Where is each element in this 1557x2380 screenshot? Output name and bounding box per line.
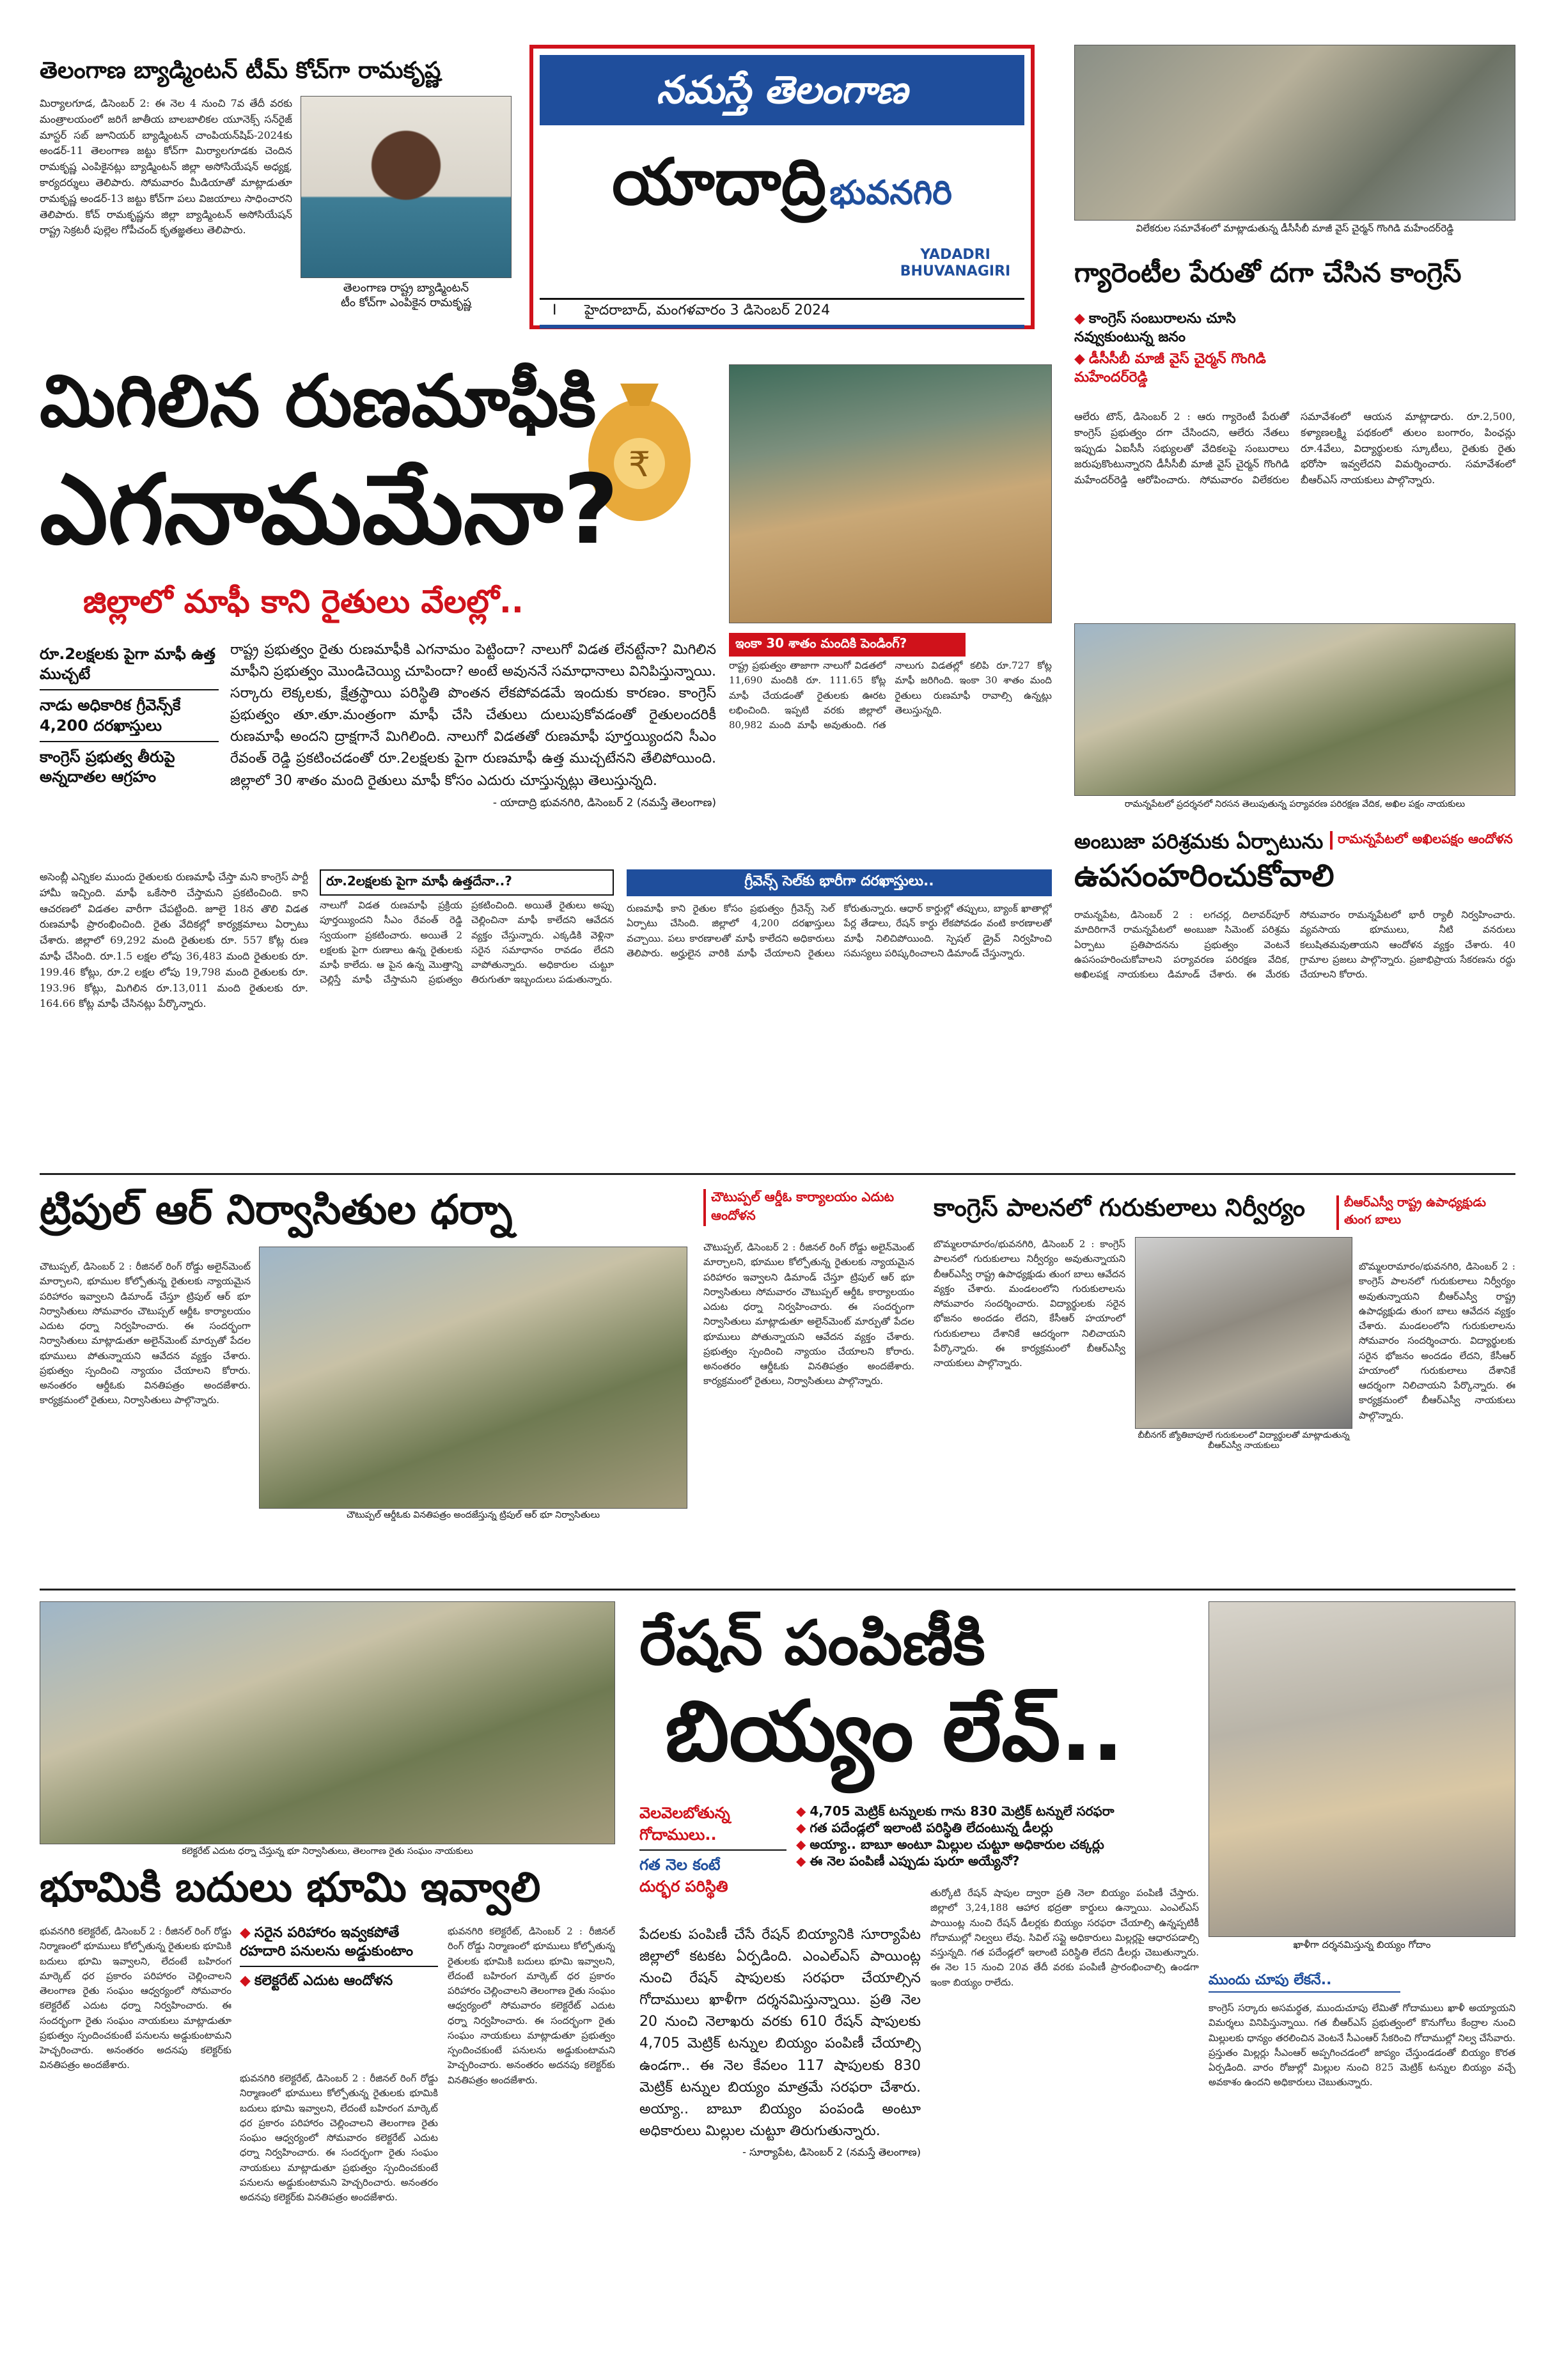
guarantees-photo bbox=[1074, 45, 1515, 221]
ambuja-headline-line-1: అంబుజా పరిశ్రమకు ఏర్పాటును bbox=[1074, 829, 1324, 853]
rrr-body: చౌటుప్పల్‌, డిసెంబర్‌ 2 : రీజినల్‌ రింగ్‌ రోడ్డు అలైన్‌మెంట్‌ మార్చాలని, భూముల కోల్పోతున్న రైతులకు న్యాయమైన పరిహారం ఇవ్వాలని డిమాండ్‌ చేస్తూ ట్రిపుల్‌ ఆర్‌ భూ నిర్వాసితులు సోమవారం చౌటుప్పల్‌ ఆర్డీఓ కార్యాలయం ఎదుట ధర్నా నిర్వహించారు. ఈ సందర్భంగా నిర్వాసితులు మాట్లాడుతూ అలైన్‌మెంట్‌ మార్పుతో పేదల భూములు పోతున్నాయని ఆవేదన వ్యక్తం చేశారు. ప్రభుత్వం స్పందించి న్యాయం చేయాలని కోరారు. అనంతరం ఆర్డీఓకు వినతిపత్రం అందజేశారు. కార్యక్రమంలో రైతులు, నిర్వాసితులు పాల్గొన్నారు. bbox=[40, 1261, 251, 1406]
badminton-headline: తెలంగాణ బ్యాడ్మింటన్‌ టీమ్‌ కోచ్‌గా రామకృష్ణ bbox=[40, 58, 441, 84]
issue-number: I bbox=[552, 302, 557, 318]
loan-col-mid: నాలుగో విడత రుణమాఫీ ప్రక్రియ పూర్తయ్యిందని సీఎం రేవంత్‌ రెడ్డి స్వయంగా ప్రకటించారు. అయితే 2 లక్షలకు పైగా రుణాలు ఉన్న రైతులకు మాఫీ కాలేదు. ఆ పైన ఉన్న మొత్తాన్ని చెల్లిస్తే మాఫీ చేస్తామని ప్రభుత్వం ప్రకటించింది. అయితే రైతులు అప్పు చెల్లించినా మాఫీ కాలేదని ఆవేదన వ్యక్తం చేస్తున్నారు. ఎక్కడికి వెళ్లినా సరైన సమాధానం రావడం లేదని వాపోతున్నారు. అధికారుల చుట్టూ తిరుగుతూ ఇబ్బందులు పడుతున్నారు. bbox=[320, 899, 614, 986]
divider bbox=[40, 1589, 1515, 1591]
ration-side-line: గోదాములు.. bbox=[639, 1824, 786, 1851]
land-bullets bbox=[240, 1924, 438, 1991]
gurukul-body-2 bbox=[1359, 1259, 1515, 1579]
loan-side-box bbox=[40, 639, 219, 792]
loan-lead-text: రాష్ట్ర ప్రభుత్వం రైతు రుణమాఫీకి ఎగనామం పెట్టిందా? నాలుగో విడత లేనట్టేనా? మిగిలిన మాఫీని ప్రభుత్వం మొండిచెయ్యి చూపిందా? అంటే అవుననే సమాధానాలు వినిపిస్తున్నాయి. సర్కారు లెక్కలకు, క్షేత్రస్థాయి పరిస్థితి పొంతన లేకపోవడమే ఇందుకు కారణం. కాంగ్రెస్‌ ప్రభుత్వం తూ.తూ.మంత్రంగా మాఫీ చేసి చేతులు దులుపుకోవడంతో రైతులందరికీ రుణమాఫీ అందని ద్రాక్షగానే మిగిలింది. నాలుగో విడతతో రుణమాఫీ పూర్తయ్యిందని సీఎం రేవంత్‌ రెడ్డి ప్రకటించడంతో రూ.2లక్షలకు పైగా రుణమాఫీ ఉత్త ముచ్చటేనని తేలిపోయింది. జిల్లాలో 30 శాతం మంది రైతులు మాఫీ కోసం ఎదురు చూస్తున్నట్లు తెలుస్తున్నది. bbox=[230, 642, 716, 789]
ration-col-mid: తుర్కోటి రేషన్‌ షాపుల ద్వారా ప్రతి నెలా బియ్యం పంపిణీ చేస్తారు. జిల్లాలో 3,24,188 ఆహార భద్రతా కార్డులు ఉన్నాయి. ఎంఎల్‌ఎస్‌ పాయింట్ల నుంచి రేషన్‌ డీలర్లకు బియ్యం సరఫరా చేయాల్సి ఉన్నప్పటికీ గోదాముల్లో నిల్వలు లేవు. సివిల్‌ సప్లై అధికారులు మిల్లర్లపై ఆధారపడాల్సి వస్తున్నది. గత పదేండ్లలో ఇలాంటి పరిస్థితి లేదని డీలర్లు చెబుతున్నారు. ఈ నెల 15 నుంచి 20వ తేదీ వరకు పంపిణీ ప్రారంభించాల్సి ఉండగా ఇంకా బియ్యం రాలేదు. bbox=[930, 1887, 1199, 1988]
land-body: భువనగిరి కలెక్టరేట్‌, డిసెంబర్‌ 2 : రీజినల్‌ రింగ్‌ రోడ్డు నిర్మాణంలో భూములు కోల్పోతున్న రైతులకు భూమికి బదులు భూమి ఇవ్వాలని, లేదంటే బహిరంగ మార్కెట్‌ ధర ప్రకారం పరిహారం చెల్లించాలని తెలంగాణ రైతు సంఘం ఆధ్వర్యంలో సోమవారం కలెక్టరేట్‌ ఎదుట ధర్నా నిర్వహించారు. ఈ సందర్భంగా రైతు సంఘం నాయకులు మాట్లాడుతూ ప్రభుత్వం స్పందించకుంటే పనులను అడ్డుకుంటామని హెచ్చరించారు. అనంతరం అదనపు కలెక్టర్‌కు వినతిపత్రం అందజేశారు. bbox=[40, 1925, 231, 2071]
rrr-headline: ట్రిపుల్‌ ఆర్‌ నిర్వాసితుల ధర్నా bbox=[40, 1186, 513, 1234]
ration-headline-line-2: బియ్యం లేవ్‌.. bbox=[665, 1683, 1124, 1780]
loan-inset-tag: ఇంకా 30 శాతం మందికి పెండింగ్‌? bbox=[729, 633, 966, 657]
rrr-body-continued: చౌటుప్పల్‌, డిసెంబర్‌ 2 : రీజినల్‌ రింగ్‌ రోడ్డు అలైన్‌మెంట్‌ మార్చాలని, భూముల కోల్పోతున్న రైతులకు న్యాయమైన పరిహారం ఇవ్వాలని డిమాండ్‌ చేస్తూ ట్రిపుల్‌ ఆర్‌ భూ నిర్వాసితులు సోమవారం చౌటుప్పల్‌ ఆర్డీఓ కార్యాలయం ఎదుట ధర్నా నిర్వహించారు. ఈ సందర్భంగా నిర్వాసితులు మాట్లాడుతూ అలైన్‌మెంట్‌ మార్పుతో పేదల భూములు పోతున్నాయని ఆవేదన వ్యక్తం చేశారు. ప్రభుత్వం స్పందించి న్యాయం చేయాలని కోరారు. అనంతరం ఆర్డీఓకు వినతిపత్రం అందజేశారు. కార్యక్రమంలో రైతులు, నిర్వాసితులు పాల్గొన్నారు. bbox=[703, 1241, 914, 1387]
guarantees-body: ఆలేరు టౌన్‌, డిసెంబర్‌ 2 : ఆరు గ్యారెంటీ పేరుతో కాంగ్రెస్‌ ప్రభుత్వం దగా చేసిందని, ఆలేరు నేతలు ఇప్పుడు ఏఐసీసీ సభ్యులతో వేదికలపై సంబురాలు జరుపుకొంటున్నారని డీసీసీబీ మాజీ వైస్‌ చైర్మన్‌ గొంగిడి మహేందర్‌రెడ్డి ఆరోపించారు. సోమవారం విలేకరుల సమావేశంలో ఆయన మాట్లాడారు. రూ.2,500, కళ్యాణలక్ష్మి పథకంలో తులం బంగారం, పింఛన్లు రూ.4వేలు, విద్యార్థులకు స్కూటీలు, రైతుకు రైతు భరోసా ఇవ్వలేదని విమర్శించారు. సమావేశంలో బీఆర్‌ఎస్‌ నాయకులు పాల్గొన్నారు. bbox=[1074, 410, 1515, 486]
ration-headline-line-1: రేషన్‌ పంపిణీకి bbox=[639, 1607, 985, 1679]
guarantees-bullet-text: డీసీసీబీ మాజీ వైస్‌ చైర్మన్‌ గొంగిడి మహేందర్‌రెడ్డి bbox=[1074, 351, 1266, 385]
ration-side-line: దుర్భర పరిస్థితి bbox=[639, 1877, 728, 1895]
gurukul-headline: కాంగ్రెస్‌ పాలనలో గురుకులాలు నిర్వీర్యం bbox=[934, 1194, 1306, 1222]
guarantees-bullets bbox=[1074, 310, 1292, 387]
ration-col-right: కాంగ్రెస్‌ సర్కారు అసమర్థత, ముందుచూపు లేమితో గోదాములు ఖాళీ అయ్యాయని విమర్శలు వినిపిస్తున్నాయి. గత బీఆర్‌ఎస్‌ ప్రభుత్వంలో కొనుగోలు కేంద్రాల నుంచి మిల్లులకు ధాన్యం తరలించిన వెంటనే సీఎంఆర్‌ సేకరించి గోదాముల్లో నిల్వ చేసేవారు. ప్రస్తుతం మిల్లర్లు సీఎంఆర్‌ అప్పగించడంలో జాప్యం చేస్తుండడంతో బియ్యం కొరత ఏర్పడింది. వారం రోజుల్లో మిల్లుల నుంచి 825 మెట్రిక్‌ టన్నుల బియ్యం వచ్చే అవకాశం ఉందని అధికారులు చెబుతున్నారు. bbox=[1209, 2002, 1515, 2088]
english-edition-line-1: YADADRI bbox=[920, 247, 990, 263]
land-body-continued: భువనగిరి కలెక్టరేట్‌, డిసెంబర్‌ 2 : రీజినల్‌ రింగ్‌ రోడ్డు నిర్మాణంలో భూములు కోల్పోతున్న రైతులకు భూమికి బదులు భూమి ఇవ్వాలని, లేదంటే బహిరంగ మార్కెట్‌ ధర ప్రకారం పరిహారం చెల్లించాలని తెలంగాణ రైతు సంఘం ఆధ్వర్యంలో సోమవారం కలెక్టరేట్‌ ఎదుట ధర్నా నిర్వహించారు. ఈ సందర్భంగా రైతు సంఘం నాయకులు మాట్లాడుతూ ప్రభుత్వం స్పందించకుంటే పనులను అడ్డుకుంటామని హెచ్చరించారు. అనంతరం అదనపు కలెక్టర్‌కు వినతిపత్రం అందజేశారు. bbox=[448, 1925, 615, 2086]
loan-side-item: కాంగ్రెస్‌ ప్రభుత్వ తీరుపై అన్నదాతల ఆగ్రహం bbox=[40, 747, 175, 786]
ration-lead bbox=[639, 1924, 921, 2346]
ration-bullet-text: 4,705 మెట్రిక్‌ టన్నులకు గాను 830 మెట్రిక్‌ టన్నులే సరఫరా bbox=[810, 1803, 1115, 1819]
land-protest-photo bbox=[40, 1601, 615, 1844]
land-body-continued: భువనగిరి కలెక్టరేట్‌, డిసెంబర్‌ 2 : రీజినల్‌ రింగ్‌ రోడ్డు నిర్మాణంలో భూములు కోల్పోతున్న రైతులకు భూమికి బదులు భూమి ఇవ్వాలని, లేదంటే బహిరంగ మార్కెట్‌ ధర ప్రకారం పరిహారం చెల్లించాలని తెలంగాణ రైతు సంఘం ఆధ్వర్యంలో సోమవారం కలెక్టరేట్‌ ఎదుట ధర్నా నిర్వహించారు. ఈ సందర్భంగా రైతు సంఘం నాయకులు మాట్లాడుతూ ప్రభుత్వం స్పందించకుంటే పనులను అడ్డుకుంటామని హెచ్చరించారు. అనంతరం అదనపు కలెక్టర్‌కు వినతిపత్రం అందజేశారు. bbox=[240, 2073, 438, 2203]
loan-col-left: అసెంబ్లీ ఎన్నికల ముందు రైతులకు రుణమాఫీ చేస్తా మని కాంగ్రెస్‌ పార్టీ హామీ ఇచ్చింది. మాఫీ ఒకేసారి చేస్తామని ప్రకటించింది. కాని ఆచరణలో విడతల వారీగా చేపట్టింది. జూలై 18న తొలి విడత రుణమాఫీ ప్రారంభించింది. రైతు వేదికల్లో కార్యక్రమాలు ఏర్పాటు చేశారు. జిల్లాలో 69,292 మంది రైతులకు రూ. 557 కోట్ల రుణ మాఫీ చేసింది. రూ.1.5 లక్షల లోపు 36,483 మంది రైతులకు రూ. 199.46 కోట్లు, రూ.2 లక్షల లోపు 19,798 మంది రైతులకు రూ. 193.96 కోట్లు, మిగిలిన రూ.13,011 మంది రైతులకు రూ. 164.66 కోట్ల మాఫీ చేసినట్లు పేర్కొన్నారు. bbox=[40, 871, 308, 1010]
land-photo-caption: కలెక్టరేట్‌ ఎదుట ధర్నా చేస్తున్న భూ నిర్వాసితులు, తెలంగాణ రైతు సంఘం నాయకులు bbox=[182, 1846, 473, 1856]
ration-side-line: గత నెల కంటే bbox=[639, 1856, 721, 1874]
loan-lead bbox=[230, 639, 716, 860]
masthead-bottom-bar bbox=[540, 325, 1024, 329]
badminton-photo-caption bbox=[301, 281, 512, 310]
loan-byline: - యాదాద్రి భువనగిరి, డిసెంబర్‌ 2 (నమస్తే తెలంగాణ) bbox=[492, 796, 716, 809]
ration-bullet: ◆ 4,705 మెట్రిక్‌ టన్నులకు గాను 830 మెట్రిక్‌ టన్నులే సరఫరా bbox=[796, 1803, 1115, 1819]
farmer-winnowing-photo bbox=[729, 364, 1052, 623]
guarantees-headline: గ్యారెంటీల పేరుతో దగా చేసిన కాంగ్రెస్‌ bbox=[1074, 257, 1462, 288]
brand-banner bbox=[540, 55, 1024, 125]
edition-suffix: భువనగిరి bbox=[829, 174, 953, 212]
badminton-body: మిర్యాలగూడ, డిసెంబర్‌ 2: ఈ నెల 4 నుంచి 7వ తేదీ వరకు మంత్రాలయంలో జరిగే జాతీయ బాలబాలికల యూనెక్స్‌ సన్‌రైజ్‌ మాస్టర్‌ సబ్‌ జూనియర్‌ బ్యాడ్మింటన్‌ చాంపియన్‌షిప్‌-2024కు అండర్‌-11 తెలంగాణ జట్టు కోచ్‌గా మిర్యాలగూడకు చెందిన రామకృష్ణ ఎంపికైనట్లు బ్యాడ్మింటన్‌ జిల్లా అసోసియేషన్‌ అధ్యక్ష, కార్యదర్శులు తెలిపారు. సోమవారం మీడియాతో మాట్లాడుతూ రామకృష్ణ అండర్‌-13 జట్టు కోచ్‌గా పలు విజయాలు సాధించారని తెలిపారు. కోచ్‌ రామకృష్ణను జిల్లా బ్యాడ్మింటన్‌ అసోసియేషన్‌ రాష్ట్ర సెక్రటరీ పుల్లెల గోపీచంద్‌ కృతజ్ఞతలు తెలిపారు. bbox=[40, 97, 292, 237]
rrr-tag: చౌటుప్పల్‌ ఆర్డీఓ కార్యాలయం ఎదుట ఆందోళన bbox=[703, 1189, 914, 1226]
guarantees-bullet: ◆ కాంగ్రెస్‌ సంబురాలను చూసి నవ్వుకుంటున్న జనం bbox=[1074, 311, 1236, 345]
ambuja-tag: రామన్నపేటలో అఖిలపక్షం ఆందోళన bbox=[1330, 831, 1515, 850]
badminton-caption-line-2: టీం కోచ్‌గా ఎంపికైన రామకృష్ణ bbox=[340, 295, 472, 309]
gurukul-body: బొమ్మలరామారం/భువనగిరి, డిసెంబర్‌ 2 : కాంగ్రెస్‌ పాలనలో గురుకులాలు నిర్వీర్యం అవుతున్నాయని బీఆర్‌ఎస్వీ రాష్ట్ర ఉపాధ్యక్షుడు తుంగ బాలు ఆవేదన వ్యక్తం చేశారు. మండలంలోని గురుకులాలను సోమవారం సందర్శించారు. విద్యార్థులకు సరైన భోజనం అందడం లేదని, కేసీఆర్‌ హయాంలో గురుకులాలు దేశానికే ఆదర్శంగా నిలిచాయని పేర్కొన్నారు. ఈ కార్యక్రమంలో బీఆర్‌ఎస్వీ నాయకులు పాల్గొన్నారు. bbox=[934, 1238, 1125, 1369]
loan-col-right: రుణమాఫీ కాని రైతుల కోసం ప్రభుత్వం గ్రీవెన్స్‌ సెల్‌ ఏర్పాటు చేసింది. జిల్లాలో 4,200 దరఖాస్తులు వచ్చాయి. పలు కారణాలతో మాఫీ కాలేదని అధికారులు తెలిపారు. అర్హులైన వారికి మాఫీ చేయాలని రైతులు కోరుతున్నారు. ఆధార్‌ కార్డుల్లో తప్పులు, బ్యాంక్‌ ఖాతాల్లో పేర్ల తేడాలు, రేషన్‌ కార్డు లేకపోవడం వంటి కారణాలతో మాఫీ నిలిచిపోయింది. స్పెషల్‌ డ్రైవ్‌ నిర్వహించి సమస్యలు పరిష్కరించాలని డిమాండ్‌ చేస్తున్నారు. bbox=[627, 903, 1052, 959]
ambuja-headline-line-2: ఉపసంహరించుకోవాలి bbox=[1074, 858, 1334, 894]
ambuja-rally-photo bbox=[1074, 623, 1515, 796]
land-bullet: ◆ కలెక్టరేట్‌ ఎదుట ఆందోళన bbox=[240, 1973, 393, 1989]
edition-name: యాదాద్రి bbox=[611, 144, 827, 219]
ration-bullets bbox=[796, 1803, 1205, 1869]
ration-bullet: ◆ గత పదేండ్లలో ఇలాంటి పరిస్థితి లేదంటున్న డీలర్లు bbox=[796, 1820, 1053, 1835]
dateline-row bbox=[540, 298, 1024, 325]
land-body-3 bbox=[448, 1924, 615, 2346]
edition-row bbox=[540, 144, 1024, 240]
loan-subhead: జిల్లాలో మాఫీ కాని రైతులు వేలల్లో.. bbox=[83, 583, 524, 620]
land-bullet: ◆ సరైన పరిహారం ఇవ్వకపోతే రహదారి పనులను అడ్డుకుంటాం bbox=[240, 1924, 438, 1967]
ambuja-photo-caption: రామన్నపేటలో ప్రదర్శనలో నిరసన తెలుపుతున్న పర్యావరణ పరిరక్షణ వేదిక, అఖిల పక్షం నాయకులు bbox=[1124, 799, 1466, 809]
land-bullet-text: కలెక్టరేట్‌ ఎదుట ఆందోళన bbox=[254, 1973, 393, 1989]
guarantees-bullet-text: కాంగ్రెస్‌ సంబురాలను చూసి నవ్వుకుంటున్న జనం bbox=[1074, 311, 1236, 345]
ambuja-body: రామన్నపేట, డిసెంబర్‌ 2 : లగచర్ల, దిలావర్‌పూర్‌ మాదిరిగానే రామన్నపేటలో అంబుజా సిమెంట్‌ పరిశ్రమ ఏర్పాటు ప్రతిపాదనను ప్రభుత్వం వెంటనే ఉపసంహరించుకోవాలని పర్యావరణ పరిరక్షణ వేదిక, అఖిలపక్ష నాయకులు డిమాండ్‌ చేశారు. ఈ మేరకు సోమవారం రామన్నపేటలో భారీ ర్యాలీ నిర్వహించారు. వ్యవసాయ భూములు, నీటి వనరులు కలుషితమవుతాయని ఆందోళన వ్యక్తం చేశారు. 40 గ్రామాల ప్రజలు పాల్గొన్నారు. ప్రజాభిప్రాయ సేకరణను రద్దు చేయాలని కోరారు. bbox=[1074, 909, 1515, 980]
brand-name: నమస్తే తెలంగాణ bbox=[656, 68, 908, 113]
loan-side-item: రూ.2లక్షలకు పైగా మాఫీ ఉత్త ముచ్చటే bbox=[40, 639, 219, 690]
ration-warehouse-photo bbox=[1209, 1601, 1515, 1937]
rrr-photo-caption: చౌటుప్పల్‌ ఆర్డీఓకు వినతిపత్రం అందజేస్తున్న ట్రిపుల్‌ ఆర్‌ భూ నిర్వాసితులు bbox=[346, 1510, 600, 1520]
loan-inset-body: రాష్ట్ర ప్రభుత్వం తాజాగా నాలుగో విడతలో 11,690 మందికి రూ. 111.65 కోట్ల మాఫీ చేయడంతో రైతులకు ఊరట లభించింది. ఇప్పటి వరకు జిల్లాలో 80,982 మంది మాఫీ అవుతుంది. గత నాలుగు విడతల్లో కలిపి రూ.727 కోట్ల మాఫీ జరిగింది. ఇంకా 30 శాతం మంది రైతులు రుణమాఫీ రావాల్సి ఉన్నట్లు తెలుస్తున్నది. bbox=[729, 660, 1052, 731]
ration-tag: ముందు చూపు లేకనే.. bbox=[1209, 1972, 1400, 1993]
ration-bullet-text: గత పదేండ్లలో ఇలాంటి పరిస్థితి లేదంటున్న డీలర్లు bbox=[810, 1820, 1053, 1835]
land-body-2 bbox=[240, 2071, 438, 2346]
guarantees-photo-caption: విలేకరుల సమావేశంలో మాట్లాడుతున్న డీసీసీబీ మాజీ వైస్‌ చైర్మన్‌ గొంగిడి మహేందర్‌రెడ్డి bbox=[1136, 222, 1454, 234]
ration-side-line: వెలవెలబోతున్న bbox=[639, 1804, 730, 1822]
loan-headline-line-2: ఎగనామమేనా? bbox=[40, 455, 619, 566]
ration-bullet: ◆ అయ్యా.. బాబూ అంటూ మిల్లుల చుట్టూ అధికారుల చక్కర్లు bbox=[796, 1837, 1104, 1852]
rrr-protest-photo bbox=[259, 1247, 687, 1509]
badminton-caption-line-1: తెలంగాణ రాష్ట్ర బ్యాడ్మింటన్‌ bbox=[343, 281, 469, 295]
land-bullet-text: సరైన పరిహారం ఇవ్వకపోతే రహదారి పనులను అడ్డుకుంటాం bbox=[240, 1925, 414, 1959]
gurukul-body-continued: బొమ్మలరామారం/భువనగిరి, డిసెంబర్‌ 2 : కాంగ్రెస్‌ పాలనలో గురుకులాలు నిర్వీర్యం అవుతున్నాయని బీఆర్‌ఎస్వీ రాష్ట్ర ఉపాధ్యక్షుడు తుంగ బాలు ఆవేదన వ్యక్తం చేశారు. మండలంలోని గురుకులాలను సోమవారం సందర్శించారు. విద్యార్థులకు సరైన భోజనం అందడం లేదని, కేసీఆర్‌ హయాంలో గురుకులాలు దేశానికే ఆదర్శంగా నిలిచాయని పేర్కొన్నారు. ఈ కార్యక్రమంలో బీఆర్‌ఎస్వీ నాయకులు పాల్గొన్నారు. bbox=[1359, 1261, 1515, 1421]
ration-byline: - సూర్యాపేట, డిసెంబర్‌ 2 (నమస్తే తెలంగాణ) bbox=[742, 2145, 921, 2158]
ration-side-box bbox=[639, 1803, 786, 1897]
loan-side-item: నాడు అధికారిక గ్రీవెన్స్‌కే 4,200 దరఖాస్తులు bbox=[40, 690, 219, 742]
english-edition bbox=[891, 247, 1019, 281]
loan-sub-tag: రూ.2లక్షలకు పైగా మాఫీ ఉత్తదేనా..? bbox=[320, 869, 614, 896]
ration-photo-caption: ఖాళీగా దర్శనమిస్తున్న బియ్యం గోదాం bbox=[1293, 1939, 1431, 1950]
loan-grievance-tag: గ్రీవెన్స్‌ సెల్‌కు భారీగా దరఖాస్తులు.. bbox=[627, 869, 1052, 896]
svg-text:₹: ₹ bbox=[628, 444, 651, 485]
ration-lead-text: పేదలకు పంపిణీ చేసే రేషన్‌ బియ్యానికి సూర్యాపేట జిల్లాలో కటకట ఏర్పడింది. ఎంఎల్‌ఎస్‌ పాయింట్ల నుంచి రేషన్‌ షాపులకు సరఫరా చేయాల్సిన గోదాములు ఖాళీగా దర్శనమిస్తున్నాయి. ప్రతి నెల 20 నుంచి నెలాఖరు వరకు 610 రేషన్‌ షాపులకు 4,705 మెట్రిక్‌ టన్నుల బియ్యం పంపిణీ చేయాల్సి ఉండగా.. ఈ నెల కేవలం 117 షాపులకు 830 మెట్రిక్‌ టన్నుల బియ్యం మాత్రమే సరఫరా చేశారు. అయ్యా.. బాబూ బియ్యం పంపండి అంటూ అధికారులు మిల్లుల చుట్టూ తిరుగుతున్నారు. bbox=[639, 1927, 921, 2139]
dateline: హైదరాబాద్‌, మంగళవారం 3 డిసెంబర్‌ 2024 bbox=[584, 302, 831, 318]
masthead bbox=[529, 45, 1035, 329]
ration-bullet: ◆ ఈ నెల పంపిణీ ఎప్పుడు షురూ అయ్యేనో? bbox=[796, 1853, 1020, 1869]
loan-headline-line-1: మిగిలిన రుణమాఫీకి bbox=[40, 360, 597, 443]
gurukul-photo bbox=[1135, 1237, 1352, 1429]
ration-bullet-text: ఈ నెల పంపిణీ ఎప్పుడు షురూ అయ్యేనో? bbox=[810, 1853, 1020, 1869]
ration-bullet-text: అయ్యా.. బాబూ అంటూ మిల్లుల చుట్టూ అధికారుల చక్కర్లు bbox=[810, 1837, 1104, 1852]
badminton-coach-photo bbox=[301, 96, 512, 278]
divider bbox=[40, 1173, 1515, 1175]
gurukul-photo-caption: బీబీనగర్‌ జ్యోతిబాపూలే గురుకులంలో విద్యార్థులతో మాట్లాడుతున్న బీఆర్‌ఎస్వీ నాయకులు bbox=[1138, 1431, 1350, 1451]
guarantees-bullet: ◆ డీసీసీబీ మాజీ వైస్‌ చైర్మన్‌ గొంగిడి మహేందర్‌రెడ్డి bbox=[1074, 351, 1266, 385]
rrr-body-2 bbox=[703, 1240, 914, 1579]
english-edition-line-2: BHUVANAGIRI bbox=[900, 263, 1011, 280]
gurukul-tag: బీఆర్‌ఎస్వీ రాష్ట్ర ఉపాధ్యక్షుడు తుంగ బాలు bbox=[1336, 1195, 1515, 1230]
land-headline: భూమికి బదులు భూమి ఇవ్వాలి bbox=[40, 1864, 541, 1911]
